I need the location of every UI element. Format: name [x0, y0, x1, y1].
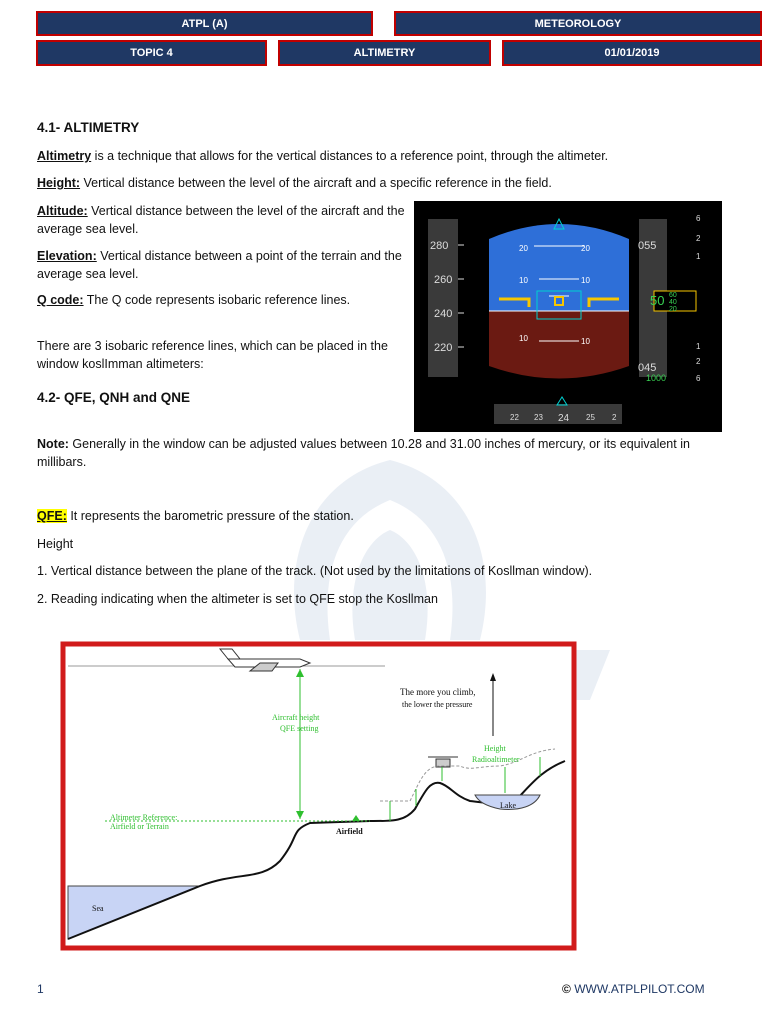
note-paragraph	[37, 435, 727, 471]
header-subject-label: ALTIMETRY	[353, 47, 416, 59]
footer-copyright	[562, 982, 705, 996]
alt-small-2: 40	[669, 299, 677, 306]
header-date-label: 01/01/2019	[604, 47, 660, 59]
header-atpl	[36, 11, 373, 36]
elevation-definition	[37, 247, 407, 283]
speed-tick-2: 260	[434, 274, 453, 286]
qfe-term: QFE:	[37, 509, 67, 523]
elevation-term: Elevation:	[37, 249, 97, 263]
header-atpl-label: ATPL (A)	[181, 17, 228, 30]
height-definition	[37, 174, 737, 192]
hdg-4: 25	[586, 413, 595, 422]
header-topic-label: TOPIC 4	[130, 47, 173, 59]
speed-tick-3: 240	[434, 308, 453, 320]
pitch-label-3: 10	[581, 276, 590, 285]
height-label: Height	[37, 537, 74, 551]
vsi-5: 2	[696, 357, 701, 366]
pitch-label-5: 10	[581, 337, 590, 346]
vsi-6: 6	[696, 374, 701, 383]
qfe-setting-label: QFE setting	[280, 724, 319, 733]
note-text: Generally in the window can be adjusted values between 10.28 and 31.00 inches of mercury, or its equivalent in millibars.	[37, 437, 690, 469]
altimetry-definition	[37, 147, 737, 165]
speed-tick-4: 220	[434, 342, 453, 354]
header-date	[502, 40, 762, 66]
altimeter-ref-1: Altimeter Reference:	[110, 813, 178, 822]
vsi-2: 2	[696, 234, 701, 243]
airfield-label: Airfield	[336, 827, 363, 836]
hdg-1: 22	[510, 413, 519, 422]
hdg-2: 23	[534, 413, 543, 422]
note-term: Note:	[37, 437, 69, 451]
qcode-term: Q code:	[37, 293, 84, 307]
altitude-term: Altitude:	[37, 204, 88, 218]
header-meteorology-label: METEOROLOGY	[534, 17, 622, 30]
altitude-text: Vertical distance between the level of the aircraft and the average sea level.	[37, 204, 405, 236]
altimeter-ref-2: Airfield or Terrain	[110, 822, 169, 831]
sea-label: Sea	[92, 904, 104, 913]
vsi-1: 6	[696, 214, 701, 223]
qcode-text: The Q code represents isobaric reference lines.	[83, 293, 351, 307]
section-heading-qfe-qnh-qne: 4.2- QFE, QNH and QNE	[37, 390, 191, 405]
qcode-definition	[37, 291, 407, 309]
altimetry-text: is a technique that allows for the vertical distances to a reference point, through the altimeter.	[91, 149, 609, 163]
height-label-diagram: Height	[484, 744, 506, 753]
alt-bottom: 045	[638, 362, 657, 374]
height-term: Height:	[37, 176, 81, 190]
header-meteorology	[394, 11, 762, 36]
pitch-label-1: 20	[519, 244, 528, 253]
header-subject	[278, 40, 491, 66]
climb-text-2: the lower the pressure	[402, 700, 473, 709]
section-heading-altimetry: 4.1- ALTIMETRY	[37, 120, 140, 135]
list-item-1: 1. Vertical distance between the plane of the track. (Not used by the limitations of Kosllman window).	[37, 564, 593, 578]
primary-flight-display-image	[414, 201, 722, 432]
alt-1000: 1000	[646, 373, 667, 383]
page-number: 1	[37, 982, 44, 996]
radioaltimeter-label: Radioaltimeter	[472, 755, 520, 764]
elevation-text: Vertical distance between a point of the terrain and the average sea level.	[37, 249, 402, 281]
attitude-ground	[489, 311, 629, 379]
vsi-3: 1	[696, 252, 701, 261]
alt-small-3: 20	[669, 306, 677, 313]
qfe-text: It represents the barometric pressure of the station.	[66, 509, 354, 523]
header-topic	[36, 40, 267, 66]
alt-top: 055	[638, 240, 657, 252]
aircraft-height-label: Aircraft height	[272, 713, 320, 722]
climb-text-1: The more you climb,	[400, 687, 476, 697]
copyright-symbol: ©	[562, 982, 571, 996]
altitude-definition	[37, 202, 407, 238]
footer-site-link[interactable]: WWW.ATPLPILOT.COM	[574, 982, 705, 996]
height-text: Vertical distance between the level of the aircraft and a specific reference in the field.	[80, 176, 552, 190]
pitch-label-6: 20	[581, 244, 590, 253]
pitch-label-4: 10	[519, 334, 528, 343]
pitch-label-2: 10	[519, 276, 528, 285]
list-item-2: 2. Reading indicating when the altimeter is set to QFE stop the Kosllman	[37, 592, 438, 606]
qfe-paragraph	[37, 507, 737, 525]
hdg-3: 24	[558, 413, 570, 424]
lake-label: Lake	[500, 801, 516, 810]
vsi-4: 1	[696, 342, 701, 351]
speed-tick-1: 280	[430, 240, 449, 252]
isobaric-text: There are 3 isobaric reference lines, which can be placed in the window koslImman altimeters:	[37, 339, 388, 371]
alt-small-1: 60	[669, 292, 677, 299]
hdg-5: 2	[612, 413, 617, 422]
alt-current: 50	[650, 293, 665, 308]
altimetry-term: Altimetry	[37, 149, 92, 163]
qfe-diagram	[60, 641, 577, 951]
